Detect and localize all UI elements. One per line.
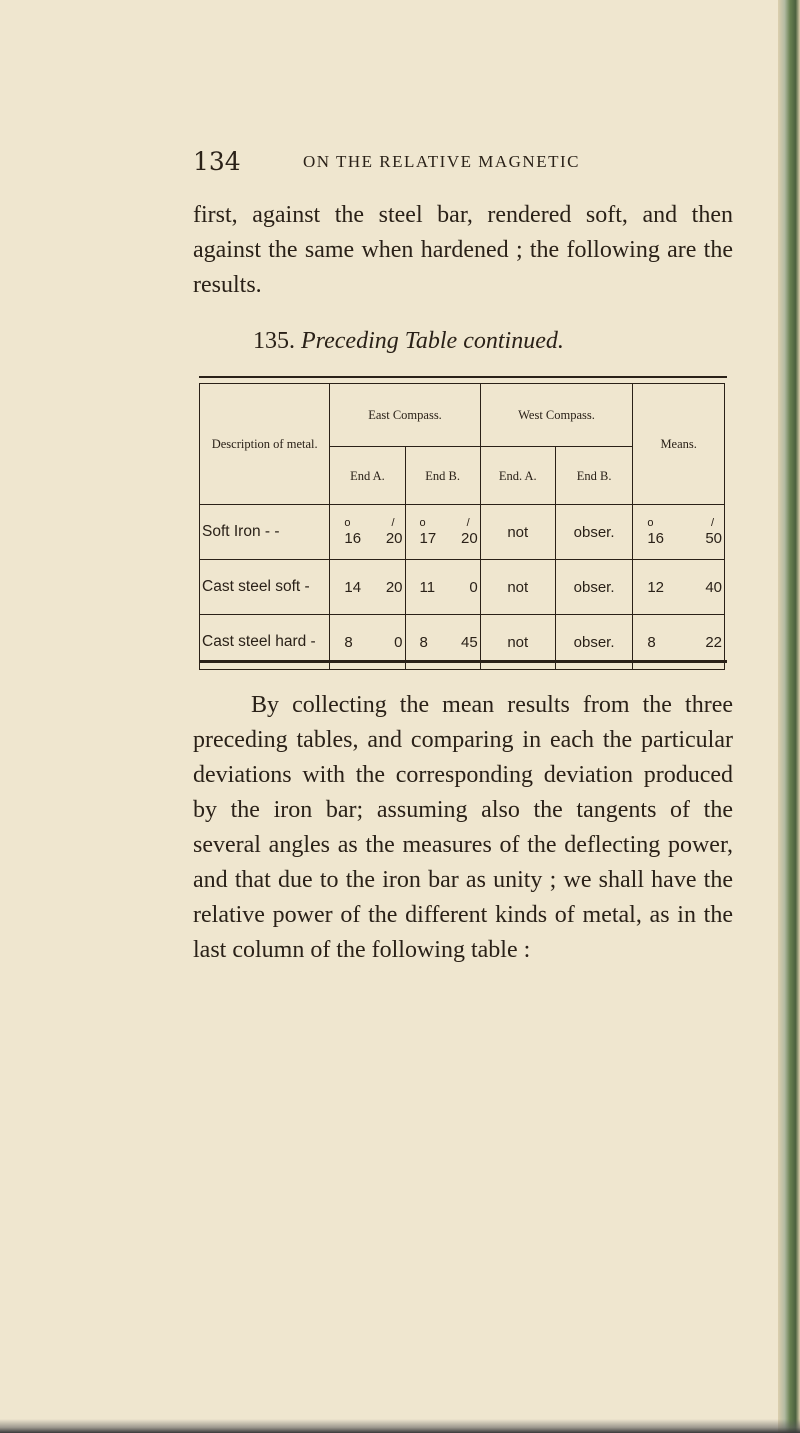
cell-west-b: obser. [555, 505, 633, 560]
header-east-compass: East Compass. [330, 384, 480, 447]
cell-west-b: obser. [555, 615, 633, 670]
degree-mark: o [344, 516, 351, 529]
cell-means [633, 560, 725, 615]
table-row [200, 505, 725, 560]
table-caption-number: 135. [253, 328, 295, 354]
header-west-compass: West Compass. [480, 384, 633, 447]
deg-value: 11 [419, 578, 436, 596]
min-value: 0 [469, 578, 478, 596]
min-value: 22 [705, 633, 722, 651]
degree-minute-marks [633, 518, 724, 528]
min-value: 40 [705, 578, 722, 596]
header-west-end-a: End. A. [480, 447, 555, 505]
row-description: Cast steel soft - [200, 560, 330, 615]
header-east-end-b: End B. [405, 447, 480, 505]
cell-east-a [330, 505, 405, 560]
table-top-rule [199, 376, 727, 378]
minute-mark: / [710, 516, 714, 529]
cell-east-b [405, 560, 480, 615]
cell-west-a: not [480, 505, 555, 560]
table-caption-title: Preceding Table continued. [301, 328, 564, 354]
deg-value: 8 [419, 633, 428, 651]
deg-value: 8 [344, 633, 353, 651]
header-means: Means. [633, 384, 725, 505]
min-value: 20 [460, 529, 478, 547]
header-east-end-a: End A. [330, 447, 405, 505]
row-description: Cast steel hard - [200, 615, 330, 670]
cell-east-a [330, 560, 405, 615]
cell-west-a: not [480, 560, 555, 615]
deg-value: 16 [344, 529, 362, 547]
cell-west-a: not [480, 615, 555, 670]
cell-means [633, 505, 725, 560]
deg-value: 14 [344, 578, 362, 596]
header-west-end-b: End B. [555, 447, 633, 505]
row-description: Soft Iron - - [200, 505, 330, 560]
results-table [199, 383, 725, 670]
paragraph-collecting: By collecting the mean results from the three preceding tables, and comparing in each the particular deviations with the corresponding deviation produced by the iron bar; assuming also the tangents of the several angles as the measures of the deflecting power, and that due to the iron bar as unity ; we shall have the relative power of the different kinds of metal, as in the last column of the following table : [193, 692, 733, 963]
min-value: 0 [394, 633, 403, 651]
page-bottom-shadow [0, 1419, 800, 1433]
running-title: ON THE RELATIVE MAGNETIC [303, 152, 580, 171]
minute-mark: / [466, 516, 470, 529]
minute-mark: / [391, 516, 395, 529]
cell-east-b [405, 505, 480, 560]
deg-value: 16 [647, 529, 665, 547]
table-row [200, 560, 725, 615]
min-value: 20 [385, 578, 403, 596]
page-edge-decoration [778, 0, 800, 1433]
degree-minute-marks [330, 518, 404, 528]
table-caption [253, 328, 723, 355]
deg-value: 17 [419, 529, 437, 547]
paragraph-intro: first, against the steel bar, rendered soft, and then against the same when hardened ; the following are the results. [193, 202, 733, 298]
header-description: Description of metal. [200, 384, 330, 505]
min-value: 20 [385, 529, 403, 547]
page-header [193, 147, 733, 181]
deg-value: 12 [647, 578, 665, 596]
min-value: 50 [705, 529, 722, 547]
deg-value: 8 [647, 633, 656, 651]
degree-minute-marks [406, 518, 480, 528]
degree-mark: o [647, 516, 654, 529]
table-bottom-rule [199, 660, 727, 663]
cell-west-b: obser. [555, 560, 633, 615]
degree-mark: o [419, 516, 426, 529]
min-value: 45 [460, 633, 478, 651]
page-number: 134 [193, 147, 241, 176]
